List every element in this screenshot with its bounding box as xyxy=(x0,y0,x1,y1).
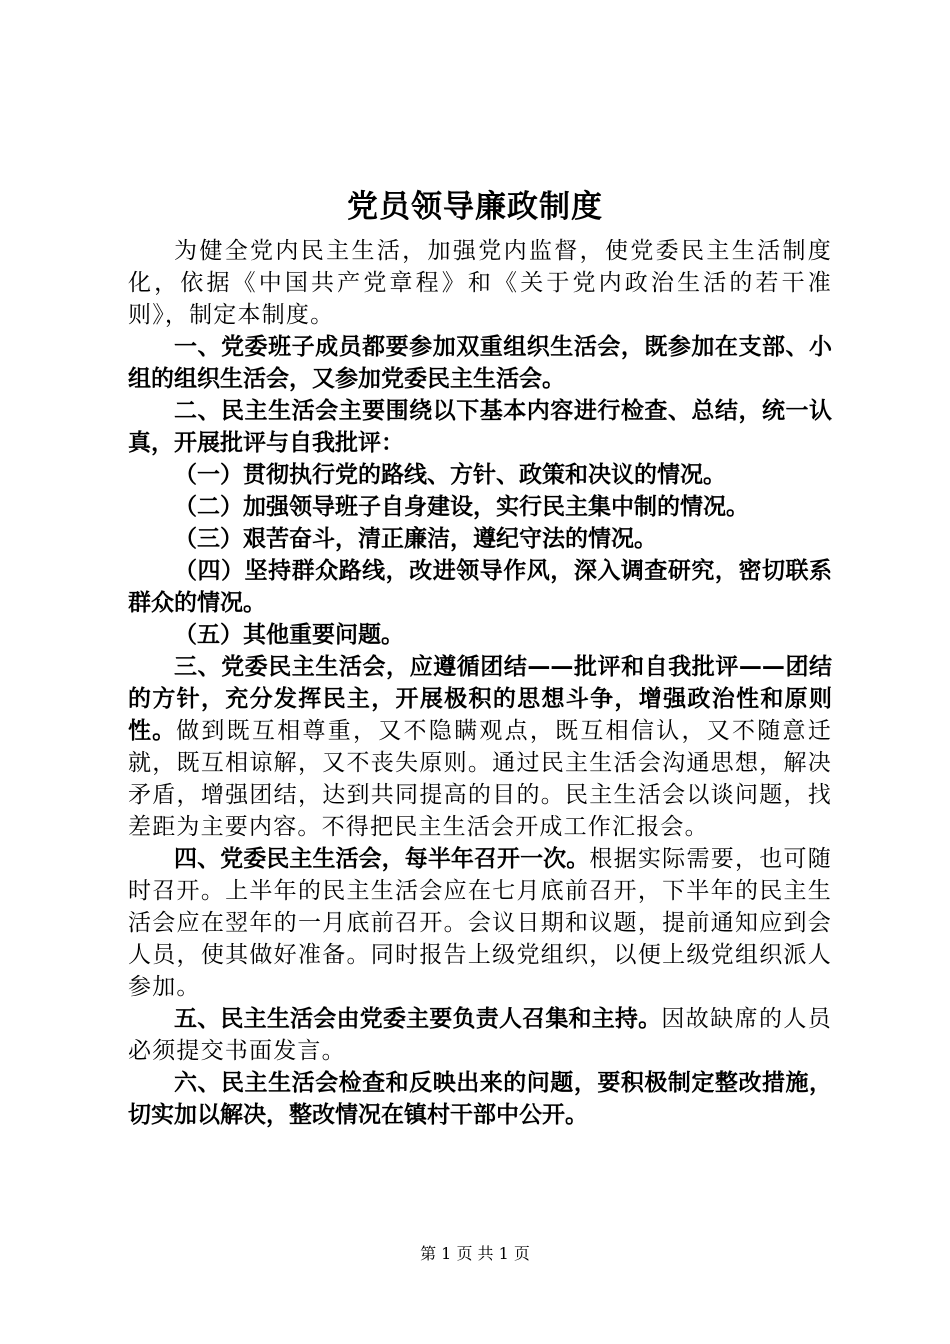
document-body xyxy=(128,235,832,1131)
clause-3 xyxy=(128,651,832,843)
clause-2: 二、民主生活会主要围绕以下基本内容进行检查、总结，统一认真，开展批评与自我批评： xyxy=(128,398,832,456)
document-title: 党员领导廉政制度 xyxy=(347,189,603,225)
clause-2-sub-4: （四）坚持群众路线，改进领导作风，深入调查研究，密切联系群众的情况。 xyxy=(128,558,832,616)
clause-4-detail: 根据实际需要，也可随时召开。上半年的民主生活会应在七月底前召开，下半年的民主生活会应在翌年的一月底前召开。会议日期和议题，提前通知应到会人员，使其做好准备。同时报告上级党组织，以便上级党组织派人参加。 xyxy=(128,846,833,1000)
intro-paragraph: 为健全党内民主生活，加强党内监督，使党委民主生活制度化，依据《中国共产党章程》和《关于党内政治生活的若干准则》，制定本制度。 xyxy=(128,238,832,328)
clause-5-detail: 因故缺席的人员必须提交书面发言。 xyxy=(128,1006,833,1064)
clause-2-sub-1: （一）贯彻执行党的路线、方针、政策和决议的情况。 xyxy=(174,462,726,488)
clause-3-detail: 做到既互相尊重，又不隐瞒观点，既互相信认，又不随意迁就，既互相谅解，又不丧失原则。通过民主生活会沟通思想，解决矛盾，增强团结，达到共同提高的目的。民主生活会以谈问题，找差距为主要内容。不得把民主生活会开成工作汇报会。 xyxy=(128,718,833,840)
clause-5 xyxy=(128,1003,832,1067)
clause-4 xyxy=(128,843,832,1003)
clause-2-sub-2: （二）加强领导班子自身建设，实行民主集中制的情况。 xyxy=(174,494,749,520)
clause-2-sub-5: （五）其他重要问题。 xyxy=(174,622,404,648)
clause-6: 六、民主生活会检查和反映出来的问题，要积极制定整改措施，切实加以解决，整改情况在镇村干部中公开。 xyxy=(128,1070,832,1128)
clause-4-lead: 四、党委民主生活会，每半年召开一次。 xyxy=(174,846,590,872)
clause-1: 一、党委班子成员都要参加双重组织生活会，既参加在支部、小组的组织生活会，又参加党委民主生活会。 xyxy=(128,334,832,392)
clause-2-sub-3: （三）艰苦奋斗，清正廉洁，遵纪守法的情况。 xyxy=(174,526,657,552)
page-number-footer: 第 1 页 共 1 页 xyxy=(420,1244,530,1263)
clause-3-lead: 三、党委民主生活会，应遵循团结——批评和自我批评——团结的方针，充分发挥民主，开展极积的思想斗争，增强政治性和原则性。 xyxy=(128,654,832,744)
clause-5-lead: 五、民主生活会由党委主要负责人召集和主持。 xyxy=(174,1006,662,1032)
